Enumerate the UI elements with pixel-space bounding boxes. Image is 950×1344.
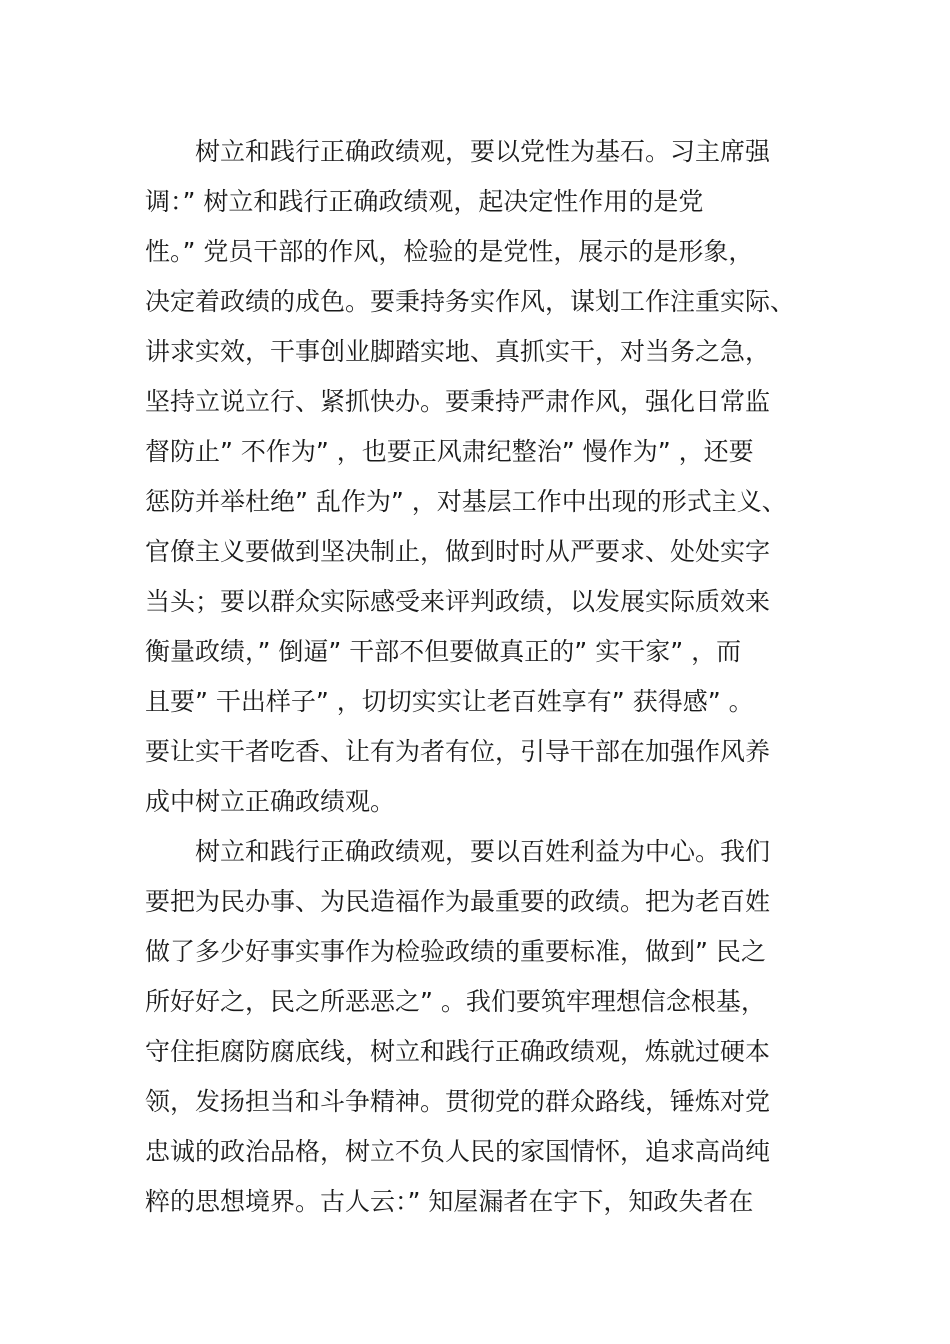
text-line: 官僚主义要做到坚决制止，做到时时从严要求、处处实字 — [145, 537, 771, 566]
text-line: 讲求实效，干事创业脚踏实地、真抓实干，对当务之急， — [145, 337, 771, 366]
text-line: 做了多少好事实事作为检验政绩的重要标准，做到” 民之 — [145, 937, 766, 966]
text-line: 惩防并举杜绝” 乱作为” ，对基层工作中出现的形式主义、 — [145, 487, 787, 516]
text-line: 所好好之，民之所恶恶之” 。我们要筑牢理想信念根基， — [145, 987, 766, 1016]
text-line: 粹的思想境界。古人云：” 知屋漏者在宇下，知政失者在 — [145, 1187, 754, 1216]
text-line: 要让实干者吃香、让有为者有位，引导干部在加强作风养 — [145, 737, 771, 766]
text-line: 守住拒腐防腐底线，树立和践行正确政绩观，炼就过硬本 — [145, 1037, 771, 1066]
text-line: 要把为民办事、为民造福作为最重要的政绩。把为老百姓 — [145, 887, 771, 916]
text-line: 决定着政绩的成色。要秉持务实作风，谋划工作注重实际、 — [145, 287, 796, 316]
text-line: 且要” 干出样子” ，切切实实让老百姓享有” 获得感” 。 — [145, 687, 754, 716]
text-line: 领，发扬担当和斗争精神。贯彻党的群众路线，锤炼对党 — [145, 1087, 771, 1116]
body-text — [145, 127, 805, 1227]
text-line: 调：” 树立和践行正确政绩观，起决定性作用的是党 — [145, 187, 704, 216]
text-line-paragraph-1-start: 树立和践行正确政绩观，要以党性为基石。习主席强 — [195, 137, 771, 166]
text-line: 督防止” 不作为” ，也要正风肃纪整治” 慢作为” ，还要 — [145, 437, 754, 466]
text-line: 衡量政绩，” 倒逼” 干部不但要做真正的” 实干家” ，而 — [145, 637, 742, 666]
text-line: 忠诚的政治品格，树立不负人民的家国情怀，追求高尚纯 — [145, 1137, 771, 1166]
text-line-paragraph-2-start: 树立和践行正确政绩观，要以百姓利益为中心。我们 — [195, 837, 771, 866]
text-line: 当头；要以群众实际感受来评判政绩，以发展实际质效来 — [145, 587, 771, 616]
text-line: 坚持立说立行、紧抓快办。要秉持严肃作风，强化日常监 — [145, 387, 771, 416]
text-line: 成中树立正确政绩观。 — [145, 787, 396, 816]
text-line: 性。” 党员干部的作风，检验的是党性，展示的是形象， — [145, 237, 754, 266]
